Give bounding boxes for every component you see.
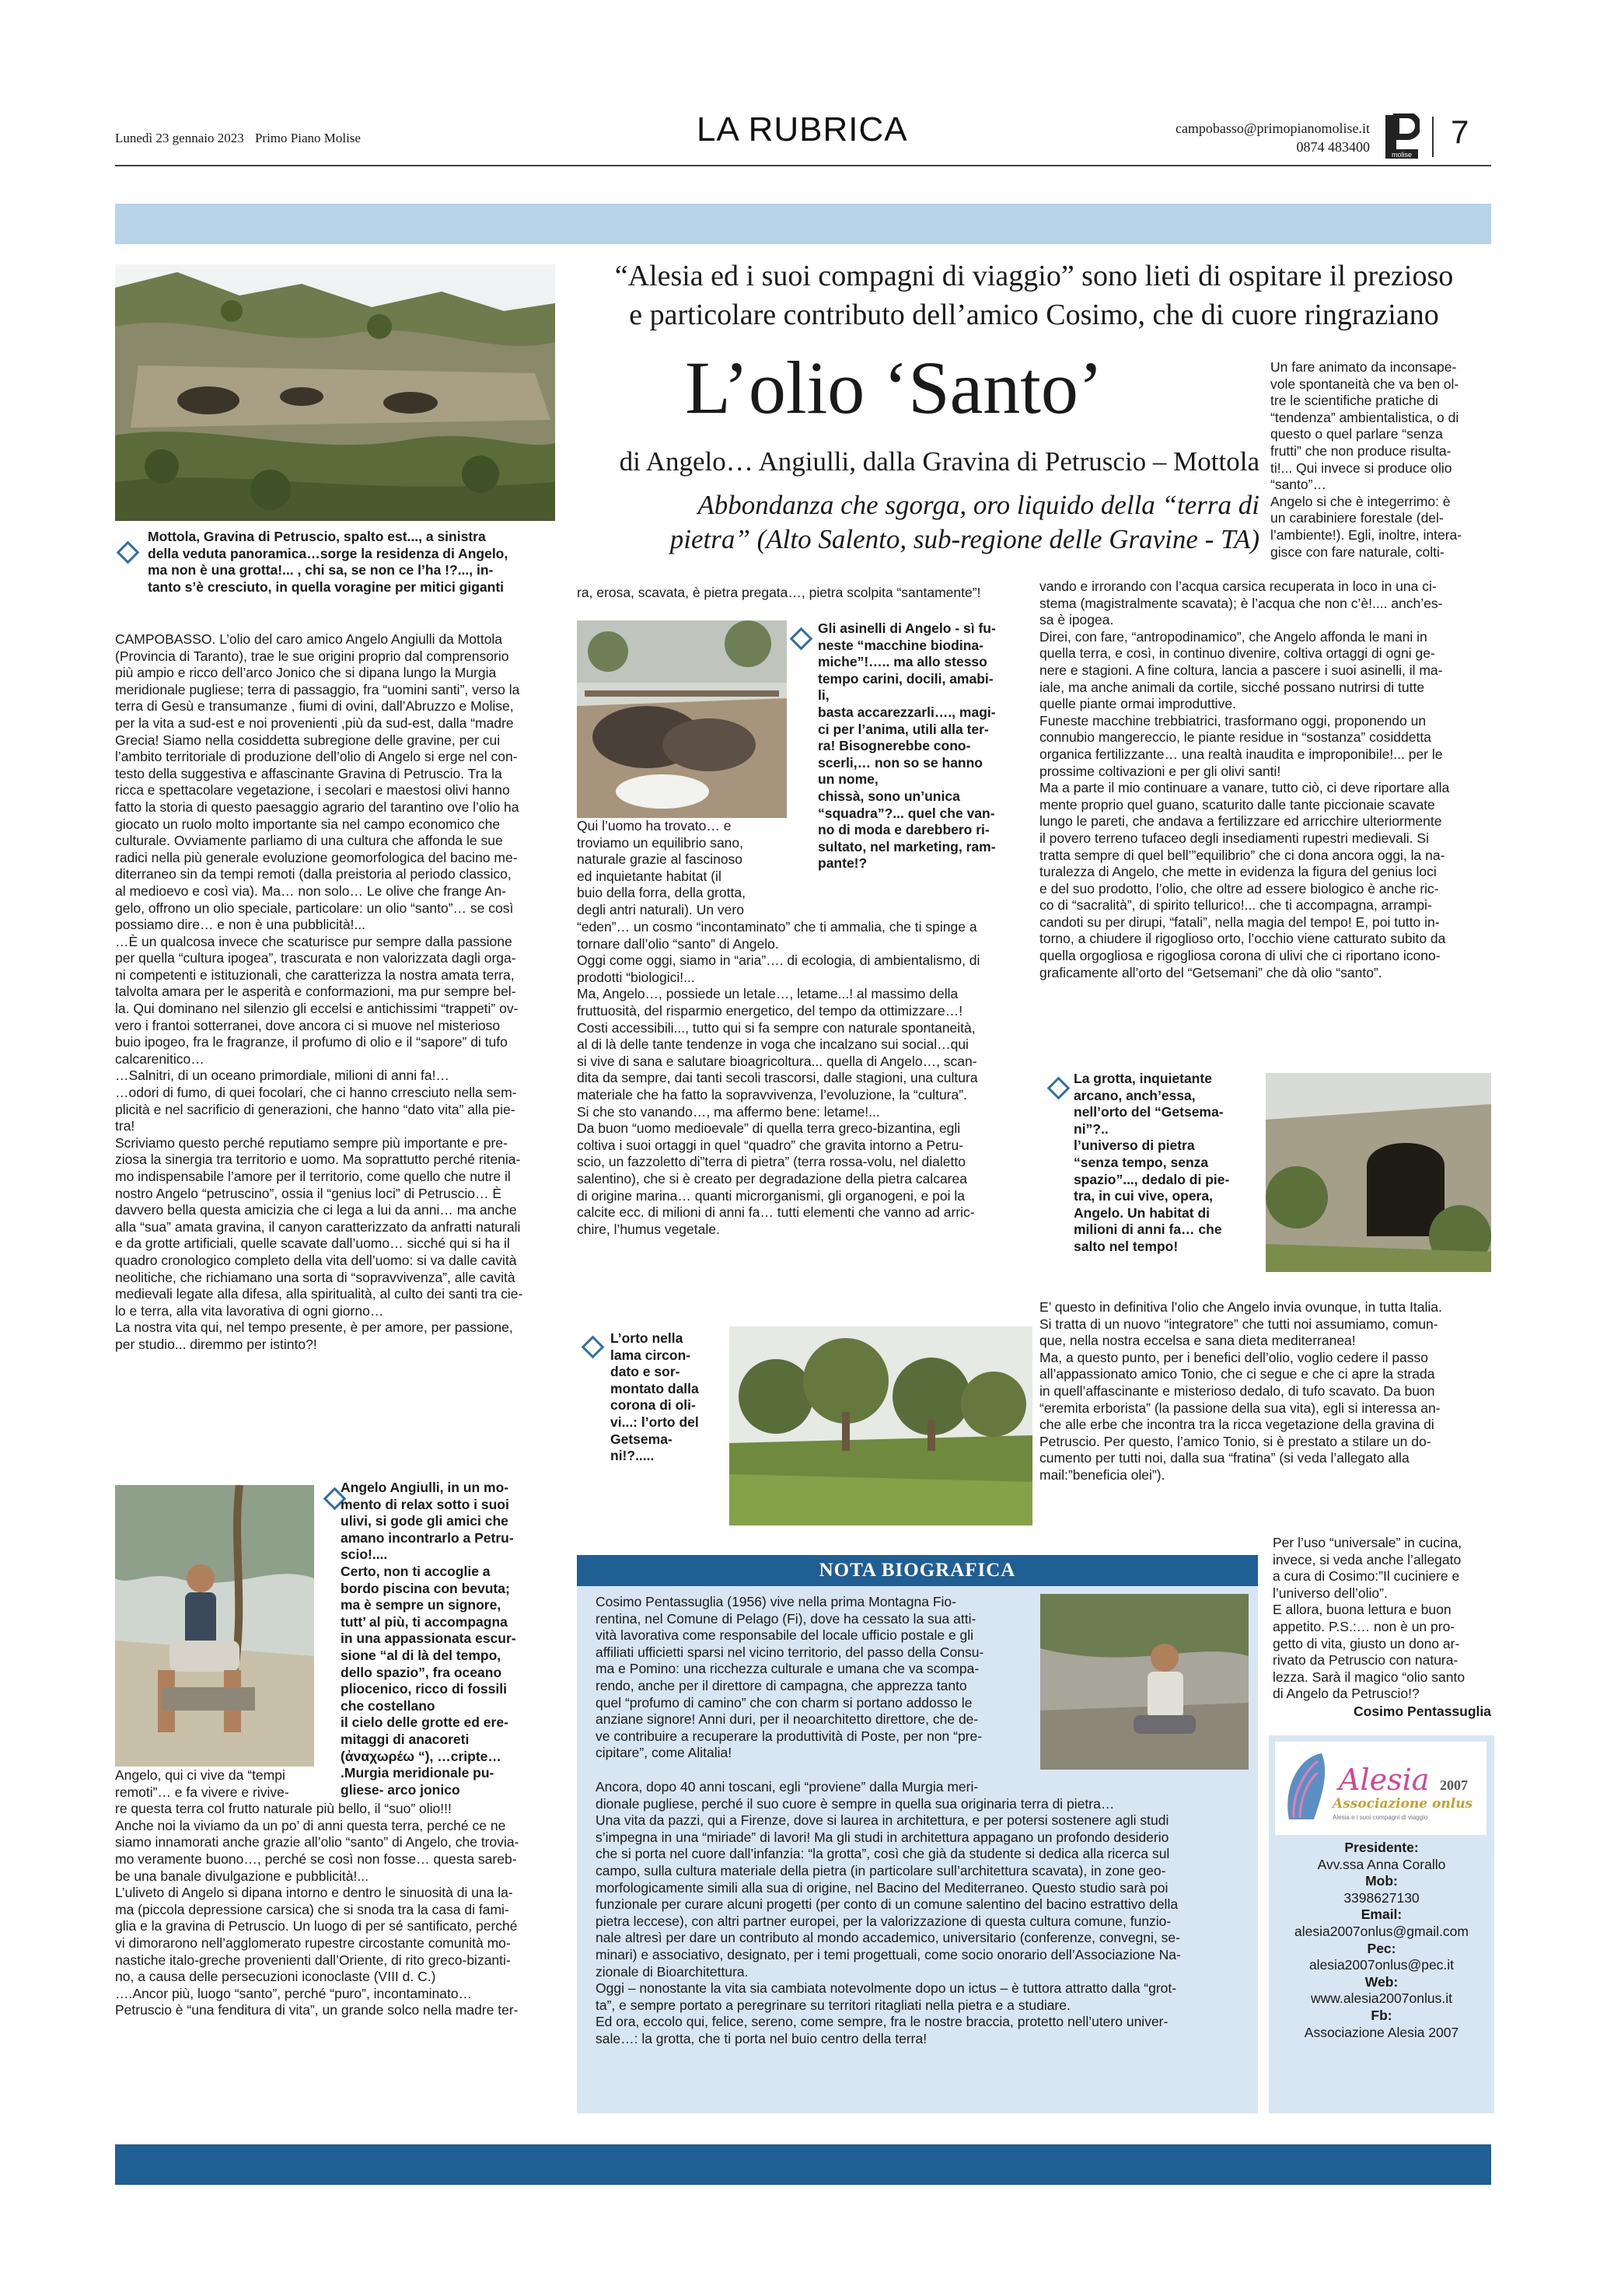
text-line: Grecia! Siamo nella cosiddetta subregione delle gravine, per cui [115,732,501,748]
text-line: talvolta amara per le asperità e conformazioni, ma pur sempre bel- [115,984,516,1000]
text-line: turalezza di Angelo, che mette in evidenza la figura del genius loci [1039,864,1437,880]
donkeys-caption [818,620,1029,872]
caption-line: Certo, non ti accoglie a [341,1563,491,1579]
text-line: Da buon “uomo medioevale” di quella terra greco-bizantina, egli [577,1120,961,1137]
caption-line: salto nel tempo! [1074,1238,1179,1254]
text-line: “tendenza” ambientalistica, o di [1270,409,1459,425]
caption-line: ulivi, si gode gli amici che [341,1513,508,1529]
text-line: al medioevo e così via). Ma… non solo… Le olive che frange An- [115,882,506,899]
text-line: quelle piante ormai improduttive. [1039,696,1236,712]
text-line: mail:”beneficia olei”). [1039,1466,1165,1483]
text-line: co di “sacralità”, di spirito tellurico!... che ti accompagna, arrampi- [1039,897,1432,914]
text-line: Qui l’uomo ha trovato… e [577,818,732,833]
text-line: sale…: la grotta, che ti porta nel buio centro della terra! [596,2030,928,2046]
text-line: chire, l’humus vegetale. [577,1221,720,1237]
column-2-left [577,818,788,919]
caption-line: “squadra”?... quel che van- [818,805,995,821]
text-line: anziane signore! Anni duri, per il neoarchitetto direttore, che de- [596,1711,979,1728]
text-line: buio ipogeo, fra le fragranze, il profumo di olio e il “sapore” di tufo [115,1034,508,1050]
gravina-photo [115,264,555,521]
text-line: appetito. P.S.:… non è un pro- [1273,1618,1455,1634]
caption-line: Gli asinelli di Angelo - sì fu- [818,620,996,636]
caption-line: amano incontrarlo a Petru- [341,1529,514,1546]
pec-value[interactable]: alesia2007onlus@pec.it [1308,1957,1455,1973]
text-line: “eremita erborista” (la passione della sua vita), egli si interessa an- [1039,1400,1441,1416]
header-rule [115,165,1491,166]
text-line: ….Ancor più, luogo “santo”, perché “puro”, incontaminato… [115,1985,473,2001]
text-line: ti!... Qui invece si produce olio [1270,460,1452,476]
column-2-top: ra, erosa, scavata, è pietra pregata…, pietra scolpita “santamente”! [577,585,981,600]
article-byline: di Angelo… Angiulli, dalla Gravina di Petruscio – Mottola [619,446,1259,477]
logo-text: molise [1391,151,1413,159]
text-line: alla “sua” amata gravina, il canyon caratterizzato da anfratti naturali [115,1218,521,1235]
text-line: Ed ora, eccolo qui, felice, sereno, come sempre, fra le nostre braccia, protetto nell’utero univer- [596,2014,1169,2030]
mob-value: 3398627130 [1343,1889,1420,1906]
text-line: Petruscio è “una fenditura di vita”, un grande solco nella madre ter- [115,2002,519,2018]
section-title: LA RUBRICA [697,110,908,149]
text-line: ma e Pomino: una ricchezza culturale e umana che va scompa- [596,1661,980,1677]
article-subtitle [575,488,1259,557]
text-line: si vive di sana e salutare bioagricoltura... quella di Angelo…, scan- [577,1053,977,1069]
text-line: Petruscio. Per questo, l’amico Tonio, si è prestato a stilare un do- [1039,1433,1431,1449]
column-3-top [1270,359,1491,561]
text-line: dita da sempre, dai tanti secoli trascorsi, dalle stagioni, una cultura [577,1070,978,1086]
text-line: a cura di Cosimo:”Il cuciniere e [1273,1568,1460,1585]
subtitle-line: pietra” (Alto Salento, sub-regione delle Gravine - TA) [669,524,1259,554]
caption-line: neste “macchine biodina- [818,637,983,653]
text-line: E allora, buona lettura e buon [1273,1602,1452,1618]
text-line: quel “profumo di camino” che con charm si portano addosso le [596,1694,973,1711]
caption-line: Angelo Angiulli, in un mo- [341,1480,509,1495]
email-value[interactable]: alesia2007onlus@gmail.com [1294,1923,1469,1939]
caption-line: gliese- arco jonico [341,1781,460,1798]
text-line: Funeste macchine trebbiatrici, trasformano oggi, proponendo un [1039,712,1427,729]
header-email[interactable]: campobasso@primopianomolise.it [1175,121,1370,136]
text-line: nale altresì per dare un contributo al mondo accademico, universitario (conferenze, convegni, se- [596,1930,1180,1946]
text-line: tratta sempre di quel bell’”equilibrio” che ci dona ancora oggi, la na- [1039,847,1445,863]
subtitle-line: Abbondanza che sgorga, oro liquido della “terra di [697,490,1259,520]
biography-text-full [596,1779,1247,2048]
alesia-logo-name: Alesia [1339,1763,1430,1797]
alesia-contacts [1269,1840,1494,2041]
header-divider [1432,117,1434,157]
caption-line: pliocenico, ricco di fossili [341,1681,507,1697]
text-line: zionale di Bioarchitettura. [596,1963,749,1980]
web-label: Web: [1364,1973,1399,1990]
header-dateline [115,131,361,146]
text-line: Ancora, dopo 40 anni toscani, egli “proviene” dalla Murgia meri- [596,1779,979,1795]
text-line: no, a causa delle persecuzioni iconoclaste (VIII d. C.) [115,1969,436,1985]
text-line: invece, si veda anche l’allegato [1273,1551,1462,1567]
text-line: “eden”… un cosmo “incontaminato” che ti ammalia, che ti spinge a [577,919,977,935]
caption-line: miche”!….. ma allo stesso [818,654,987,670]
text-line: …odori di fumo, di quei focolari, che ci hanno crresciuto nella sem- [115,1085,517,1101]
text-line: funzionale per curare alcuni progetti (per conto di un comune salentino del bacino estrattivo della [596,1896,1179,1913]
text-line: tornare dall’olio “santo” di Angelo. [577,935,779,952]
text-line: l’ambito territoriale di produzione dell’olio di Angelo si erge nel con- [115,749,518,765]
caption-line: L’orto nella [610,1330,683,1346]
text-line: e del suo prodotto, l’olio, che oltre ad essere biologico è anche ric- [1039,880,1439,896]
alesia-logo [1275,1742,1486,1835]
text-line: nere e stagioni. A fine coltura, lancia a pascere i suoi asinelli, il ma- [1039,662,1443,678]
text-line: getto di vita, giusto un dono ar- [1273,1635,1460,1651]
caption-line: ni”?.. [1074,1120,1109,1137]
text-line: “santo”… [1270,477,1326,493]
text-line: iale, ma anche animali da cortile, sicché possano nutrirsi di tutte [1039,679,1425,695]
web-value[interactable]: www.alesia2007onlus.it [1311,1990,1452,2007]
text-line: salentino), che si è creato per degradazione della pietra calcarea [577,1170,967,1186]
text-line: tre le scientifiche pratiche di [1270,393,1438,409]
caption-line: tutt’ al più, ti accompagna [341,1613,508,1630]
text-line: organica fertilizzante… una realtà inaudita e improponibile!... per le [1039,746,1443,762]
text-line: Per l’uso “universale” in cucina, [1273,1535,1462,1550]
text-line: terra di Gesù e transumanze , fiumi di ovini, dall’Abruzzo e Molise, [115,698,514,715]
text-line: neolitiche, che richiamano una sorta di “sopravvivenza”, alle cavità [115,1269,515,1285]
text-line: be una banale divulgazione e pubblicità!... [115,1868,369,1884]
text-line: pietra leccese), con altri partner europei, per la valorizzazione di questa cultura comune, funzio- [596,1913,1172,1929]
page-number: 7 [1451,114,1469,150]
text-line: tra! [115,1118,135,1134]
caption-line: un nome, [818,771,879,788]
text-line: di origine marina… quanti microrganismi, gli organogeni, e poi la [577,1187,966,1204]
text-line: fruttuosità, del risparmio energetico, del tempo da ottimizzare…! [577,1002,963,1019]
caption-line: in una appassionata escur- [341,1630,516,1647]
caption-diamond-icon [582,1336,605,1359]
text-line: L’uliveto di Angelo si dipana intorno e dentro le sinuosità di una la- [115,1885,513,1901]
text-line: lungo le pareti, che andava a fertilizzare ed arricchire ulteriormente [1039,813,1442,830]
text-line: sa è ipogea. [1039,612,1114,628]
caption-line: .Murgia meridionale pu- [341,1765,494,1781]
caption-diamond-icon [117,541,140,564]
text-line: nastiche italo-greche provenienti dall’Oriente, di rito greco-bizanti- [115,1952,511,1968]
text-line: Oggi come oggi, siamo in “aria”…. di ecologia, di ambientalismo, di [577,952,980,969]
text-line: Una vita da pazzi, qui a Firenze, dove si laurea in architettura, e per potersi sostenere agli studi [596,1812,1169,1829]
caption-line: tanto s’è cresciuto, in quella voragine per mitici giganti [148,578,505,595]
paper-logo-icon [1384,114,1420,160]
text-line: diterraneo sin da tempi remoti (dalla preistoria al periodo classico, [115,866,512,882]
header-contact [1176,119,1370,156]
text-line: vità lavorativa come responsabile del locale ufficio postale e gli [596,1627,974,1644]
caption-line: (ἀναχωρέω “), …cripte… [341,1748,501,1764]
top-color-band [115,204,1491,244]
biography-heading: NOTA BIOGRAFICA [577,1555,1258,1586]
angelo-caption [341,1480,566,1798]
text-line: giocato un ruolo molto importante sia nel campo economico che [115,816,501,832]
kicker-line: e particolare contributo dell’amico Cosimo, che di cuore ringraziano [629,299,1439,331]
column-1-bottom [115,1767,557,2019]
text-line: naturale grazie al fascinoso [577,851,743,868]
caption-line: li, [818,687,830,704]
text-line: Oggi – nonostante la vita sia cambiata notevolmente dopo un ictus – è tuttora attratto dalla “grot- [596,1980,1177,1997]
caption-line: bordo piscina con bevuta; [341,1580,510,1596]
caption-line: ci per l’anima, utili alla ter- [818,721,989,737]
caption-line: ma non è una grotta!... , chi sa, se non ce l’ha !?..., in- [148,562,494,578]
angelo-photo [115,1485,314,1767]
orto-caption [610,1330,727,1465]
orchard-photo [729,1326,1032,1525]
pec-label: Pec: [1367,1940,1396,1956]
caption-line: spazio”..., dedalo di pie- [1074,1171,1230,1187]
text-line: siamo innamorati anche grazie all’olio “santo” di Angelo, che troviа- [115,1834,519,1850]
text-line: troviamo un equilibrio sano, [577,834,744,851]
text-line: calcarenitico… [115,1050,204,1067]
cosimo-photo [1040,1594,1249,1770]
text-line: lo e terra, alla vita lavorativa di ogni giorno… [115,1302,384,1319]
caption-line: il cielo delle grotte ed ere- [341,1714,508,1731]
text-line: Costi accessibili..., tutto qui si fa sempre con naturale spontaneità, [577,1019,976,1036]
text-line: che alle erbe che incontra tra la ricca vegetazione della gravina di [1039,1417,1434,1433]
caption-line: che costellano [341,1697,435,1714]
caption-line: vi...: l’orto del [610,1414,699,1430]
caption-line: mento di relax sotto i suoi [341,1496,509,1512]
caption-line: dato e sor- [610,1364,680,1380]
fb-label: Fb: [1371,2007,1392,2023]
column-3-mid [1039,578,1491,981]
text-line: plicità e nel sacrificio di generazioni, che hanno “dato vita” alla pie- [115,1101,515,1117]
caption-line: La grotta, inquietante [1074,1071,1212,1086]
email-label: Email: [1361,1906,1403,1923]
text-line: Ma, a questo punto, per i benefici dell’olio, voglio cedere il passo [1039,1349,1429,1365]
caption-line: sione “al di là del tempo, [341,1647,501,1663]
text-line: mo veramente buono…, perché se così non fosse… questa sareb- [115,1850,517,1867]
text-line: Ma, Angelo…, possiede un letale…, letame...! al massimo della [577,986,959,1002]
column-3-bottom [1039,1299,1491,1484]
text-line: vole spontaneità che va ben ol- [1270,376,1459,392]
text-line: Direi, con fare, “antropodinamico”, che Angelo affonda le mani in [1039,628,1427,645]
text-line: remoti”… e fa vivere e rivive- [115,1784,289,1800]
text-line: che si porta nel cuore dall’infanzia: “la grotta”, così che già da studente si dedica alla ricerca sul [596,1846,1170,1862]
text-line: scio, un fazzoletto di”terra di pietra” (terra rossa-volu, nel dialetto [577,1154,966,1170]
text-line: quella terra, e così, in continuo divenire, coltiva ortaggi di ogni ge- [1039,645,1435,662]
text-line: E’ questo in definitiva l’olio che Angelo invia ovunque, in tutta Italia. [1039,1299,1442,1315]
text-line: testo della suggestiva e affascinante Gravina di Petruscio. Tra la [115,765,502,781]
text-line: campo, sulla cultura materiale della pietra (in particolare sull’architettura scavata), in zone geo- [596,1862,1166,1878]
biography-text-left [596,1594,1031,1762]
column-1-body [115,631,557,1354]
text-line: rentina, nel Comune di Pelago (Fi), dove ha cessato la sua atti- [596,1610,976,1627]
alesia-logo-tagline: Alesia e i suoi compagni di viaggio [1333,1814,1428,1821]
presidente-label: Presidente: [1344,1840,1419,1855]
text-line: s’impegna in una “miriade” di lavori! Ma gli studi in architettura appagano un profondo desiderio [596,1829,1169,1845]
text-line: (Provincia di Taranto), trae le sue origini proprio dal comprensorio [115,648,509,664]
text-line: davvero bella questa amicizia che ci lega a lui da anni… ma anche [115,1202,517,1218]
article-kicker [529,257,1539,334]
text-line: connubio mangereccio, le piante residue in “sostanza” cosiddetta [1039,729,1431,746]
article-signature: Cosimo Pentassuglia [1354,1704,1491,1719]
text-line: ziosa la sinergia tra territorio e uomo. Ma soprattutto perché ritenia- [115,1151,521,1168]
text-line: rivato da Petruscio con natura- [1273,1652,1459,1669]
mob-label: Mob: [1365,1873,1398,1889]
text-line: mo indispensabile l’amore per il territorio, come quello che nutre il [115,1169,511,1184]
text-line: minari) e associativo, designato, per i temi progettuali, come socio onorario dell’Associazione Na- [596,1946,1181,1962]
text-line: il povero terreno tufaceo degli insediamenti rupestri medievali. Si [1039,830,1429,846]
donkeys-photo [577,620,787,818]
text-line: coltiva i suoi ortaggi in quel “quadro” che gravita intorno a Petru- [577,1137,964,1153]
caption-line: montato dalla [610,1380,699,1396]
text-line: vi dimorarono nell’agglomerato rupestre circostante comunità mo- [115,1934,511,1951]
column-4-end [1273,1535,1491,1703]
caption-line: Mottola, Gravina di Petruscio, spalto est..., a sinistra [148,529,486,544]
text-line: re questa terra col frutto naturale più bello, il “suo” olio!!! [115,1801,452,1817]
caption-line: lama circon- [610,1347,691,1363]
text-line: possiamo dire… e non è una pubblicità!... [115,917,365,933]
text-line: prossime coltivazioni e per gli olivi santi! [1039,763,1281,779]
text-line: questo o quel parlare “senza [1270,426,1443,442]
caption-line: della veduta panoramica…sorge la residenza di Angelo, [148,545,508,561]
text-line: glia e la gravina di Petruscio. Un luogo di per sé santificato, perché [115,1918,518,1934]
text-line: l’universo dell’olio”. [1273,1585,1388,1601]
gravina-caption [148,529,558,596]
text-line: quadro cronologico completo della vita dell’uomo: si va dalle cavità [115,1252,517,1268]
fb-value[interactable]: Associazione Alesia 2007 [1304,2024,1459,2040]
cave-photo [1266,1073,1491,1272]
text-line: un carabiniere forestale (del- [1270,510,1444,526]
text-line: dionale pugliese, perché il suo cuore è sempre in quella sua originaria terra di pietra… [596,1795,1115,1812]
text-line: gisce con fare naturale, colti- [1270,543,1445,560]
caption-diamond-icon [790,627,813,651]
caption-line: pante!? [818,855,868,872]
text-line: La nostra vita qui, nel tempo presente, è per amore, per passione, [115,1319,513,1336]
text-line: e da grotte artificiali, quelle scavate dall’uomo… sicché qui si ha il [115,1235,510,1252]
caption-line: dello spazio”, fra oceano [341,1664,502,1680]
caption-line: no di moda e darebbero ri- [818,822,990,838]
caption-line: l’universo di pietra [1074,1138,1195,1154]
text-line: rendo, anche per il direttore di campagna, che apprezza tanto [596,1677,967,1693]
text-line: al di là delle tante tendenze in voga che incalzano sui social…qui [577,1036,969,1053]
caption-diamond-icon [1047,1077,1071,1100]
text-line: ma (piccola depressione carsica) che si snoda tra la casa di fami- [115,1901,509,1917]
text-line: di Angelo da Petruscio!? [1273,1686,1420,1702]
text-line: ta”, e sempre portato a peregrinare su territori ritagliati nella pietra e a studiare. [596,1997,1071,2013]
text-line: quella orgogliosa e rigogliosa corona di ulivi che ci riportano icono- [1039,948,1441,964]
text-line: …Salnitri, di un oceano primordiale, milioni di anni fa!… [115,1068,449,1084]
caption-line: ra! Bisognerebbe cono- [818,738,971,754]
text-line: graficamente all’orto del “Getsemani” che dà olio “santo”. [1039,964,1382,980]
kicker-line: “Alesia ed i suoi compagni di viaggio” sono lieti di ospitare il prezioso [614,260,1454,292]
text-line: in quell’affascinante e misterioso dedalo, di tufo scavato. Da buon [1039,1382,1435,1399]
caption-line: scerli,… non so se hanno [818,754,983,771]
text-line: meridionale pugliese; terra di passaggio, fra “uomini santi”, verso la [115,681,520,697]
caption-line: Getsema- [610,1431,672,1447]
text-line: radici nella più generale evoluzione geomorfologica del bacino me- [115,849,518,865]
text-line: gelo, offrono un olio speciale, particolare: un olio “santo”… se così [115,900,514,916]
text-line: vero i frantoi sotterranei, dove ancora ci si muove nel misterioso [115,1017,501,1033]
text-line: affiliati ufficietti sparsi nel vicino territorio, del passo della Consu- [596,1644,984,1660]
caption-line: tra, in cui vive, opera, [1074,1188,1213,1204]
text-line: ni competenti e istituzionali, che caratterizza la nostra amata terra, [115,966,515,983]
text-line: ricca e spettacolare vegetazione, i secolari e maestosi olivi hanno [115,782,510,799]
text-line: stema (magistralmente scavata); è l’acqua che non c’è!.... anch’es- [1039,595,1443,611]
grotta-caption [1074,1071,1257,1256]
text-line: Un fare animato da inconsape- [1270,359,1457,375]
text-line: calcite ecc. di milioni di anni fa… tutti elementi che vanno ad arric- [577,1204,975,1221]
header-paper-name: Primo Piano Molise [254,131,361,145]
text-line: morfologicamente simili alla sua di origine, nel Bacino del Mediterraneo. Questo studio sarà poi [596,1879,1169,1896]
text-line: Scriviamo questo perché reputiamo sempre più importante e pre- [115,1134,508,1151]
text-line: all’appassionato amico Tonio, che ci segue e che ci apre la strada [1039,1366,1435,1382]
text-line: ed inquietante habitat (il [577,868,721,884]
text-line: Anche noi la viviamo da un po’ di anni questa terra, perché ce ne [115,1817,506,1833]
caption-line: Angelo. Un habitat di [1074,1204,1210,1221]
text-line: la. Qui dominano nel silenzio gli eccelsi e antichissimi “trappeti” ov- [115,1001,519,1017]
caption-line: tempo carini, docili, amabi- [818,670,994,687]
caption-line: mitaggi di anacoreti [341,1731,470,1747]
shell-icon [1275,1742,1486,1835]
caption-line: chissà, sono un’unica [818,788,960,804]
text-line: ve contribuire a recuperare la produttività di Poste, per non “pre- [596,1728,983,1744]
caption-line: ma è sempre un signore, [341,1597,501,1613]
text-line: nostro Angelo “petruscino”, ossia il “genius loci” di Petruscio… È [115,1185,502,1201]
column-2-mid [577,919,1028,1238]
text-line: que, nella nostra eccelsa e sana dieta mediterranea! [1039,1333,1356,1349]
caption-line: corona di oli- [610,1397,696,1414]
text-line: prodotti “biologici!... [577,969,695,985]
text-line: Si tratta di un nuovo “integratore” che tutti noi assumiamo, comun- [1039,1316,1438,1332]
caption-line: scio!.... [341,1546,388,1563]
text-line: per la vita a sud-est e noi provenienti ,più da sud-est, dalla “madre [115,715,514,731]
text-line: lezza. Sarà il magico “olio santo [1273,1669,1466,1685]
text-line: culturale. Ovviamente parliamo di una cultura che affonda le sue [115,833,503,849]
text-line: l’ambiente!). Egli, inoltre, intera- [1270,526,1462,543]
text-line: medievali legate alla difesa, alla spiritualità, al culto dei santi tra cie- [115,1286,523,1302]
text-line: materiale che ha fatto la sopravvivenza, l’evoluzione, la “cultura”. [577,1086,967,1103]
text-line: Cosimo Pentassuglia (1956) vive nella prima Montagna Fio- [596,1594,956,1609]
text-line: per studio... diremmo per istinto?! [115,1336,317,1352]
caption-line: milioni di anni fa… che [1074,1221,1222,1238]
article-title: L’olio ‘Santo’ [685,346,1103,429]
text-line: mente proprio quel guano, scaturito dalle tante piccionaie scavate [1039,796,1435,813]
caption-line: basta accarezzarli…., magi- [818,704,996,720]
caption-line: sultato, nel marketing, ram- [818,838,996,854]
text-line: Angelo si che è integerrimo: è [1270,493,1451,509]
text-line: vando e irrorando con l’acqua carsica recuperata in loco in una ci- [1039,578,1437,594]
header-phone: 0874 483400 [1296,139,1370,155]
presidente-name: Avv.ssa Anna Corallo [1317,1856,1446,1872]
caption-line: “senza tempo, senza [1074,1154,1209,1170]
text-line: degli antri naturali). Un vero [577,901,744,917]
text-line: Si che sto vanando…, ma affermo bene: letame!... [577,1103,880,1120]
text-line: Ma a parte il mio continuare a vanare, tutto ciò, ci deve riportare alla [1039,780,1450,796]
text-line: fatto la storia di questo paesaggio agrario del tarantino ove l’olio ha [115,799,519,815]
text-line: cipitare”, come Alitalia! [596,1745,732,1761]
text-line: Angelo, qui ci vive da “tempi [115,1767,285,1783]
text-line: più ampio e ricco dell’arco Jonico che si dipana lungo la Murgia [115,665,497,681]
text-line: cumento per tutti noi, dalla sua “fratina” (si veda l’allegato alla [1039,1450,1410,1466]
caption-line: arcano, anch’essa, [1074,1087,1196,1103]
text-line: torno, a chiudere il rigoglioso orto, l’occhio viene catturato subito da [1039,931,1446,947]
header-date: Lunedì 23 gennaio 2023 [115,131,244,145]
text-line: …È un qualcosa invece che scaturisce pur sempre dalla passione [115,933,512,949]
text-line: buio della forra, della grotta, [577,885,746,901]
alesia-logo-year: 2007 [1440,1777,1468,1793]
bottom-color-band [115,2144,1491,2185]
text-line: candoti su per dirupi, “fatali”, nella magia del tempo! E, poi tutto in- [1039,914,1440,930]
alesia-logo-sub: Associazione onlus [1333,1796,1473,1812]
text-line: frutti” che non produce risulta- [1270,442,1452,459]
text-line: CAMPOBASSO. L’olio del caro amico Angelo Angiulli da Mottola [115,631,503,647]
caption-line: ni!?..... [610,1448,655,1464]
text-line: per quella “cultura ipogea”, trascurata e non valorizzata dagli orga- [115,950,516,966]
caption-line: nell’orto del “Getsema- [1074,1104,1224,1120]
